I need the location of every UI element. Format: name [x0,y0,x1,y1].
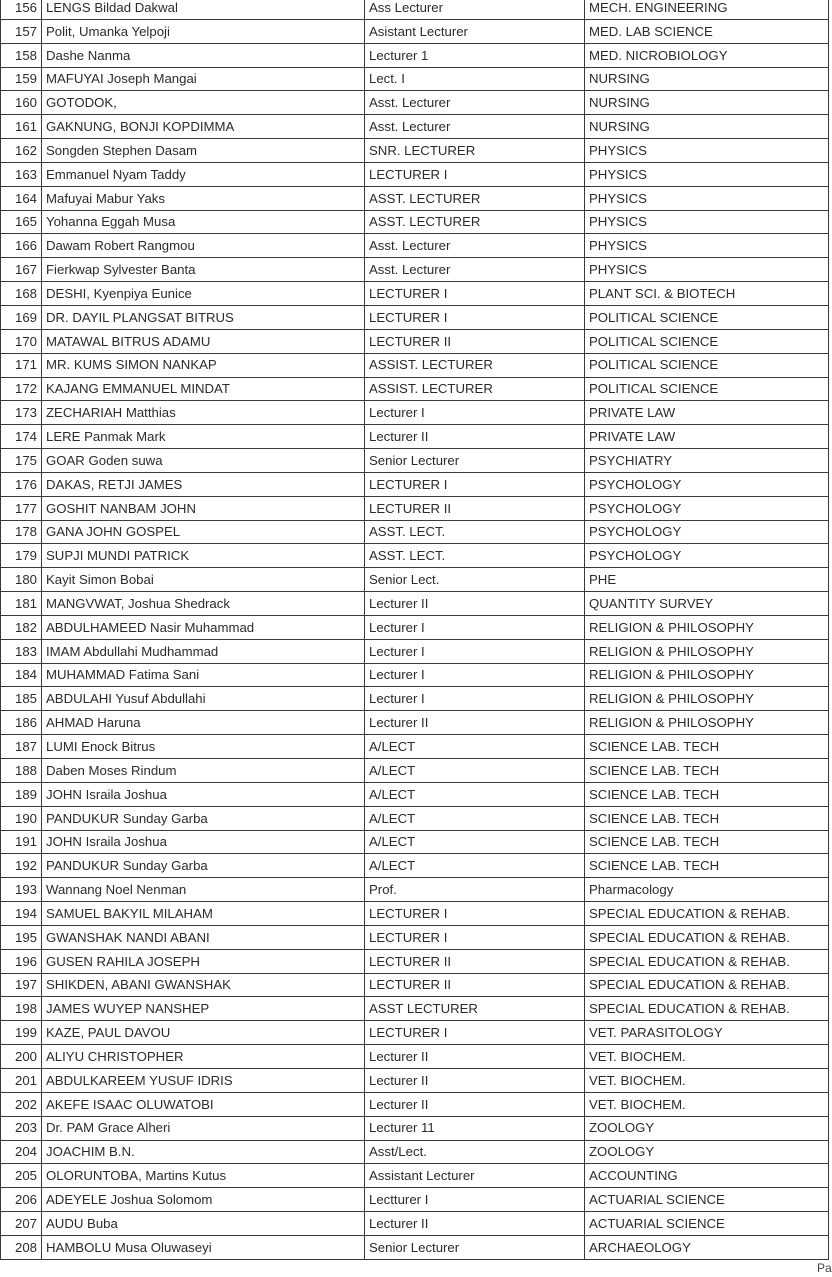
table-row [1,210,829,234]
table-row [1,1068,829,1092]
staff-name: Dr. PAM Grace Alheri [42,1116,365,1140]
row-number: 180 [1,568,42,592]
staff-name: LENGS Bildad Dakwal [42,0,365,19]
row-number: 184 [1,663,42,687]
staff-name: Fierkwap Sylvester Banta [42,258,365,282]
staff-department: PSYCHOLOGY [585,472,829,496]
staff-department: QUANTITY SURVEY [585,592,829,616]
staff-name: GOAR Goden suwa [42,449,365,473]
table-row [1,592,829,616]
staff-name: GUSEN RAHILA JOSEPH [42,949,365,973]
staff-rank: Senior Lecturer [365,1235,585,1259]
staff-rank: Asistant Lecturer [365,19,585,43]
row-number: 208 [1,1235,42,1259]
row-number: 164 [1,186,42,210]
staff-department: SPECIAL EDUCATION & REHAB. [585,949,829,973]
staff-department: Pharmacology [585,878,829,902]
staff-rank: LECTURER I [365,1021,585,1045]
staff-department: PHYSICS [585,162,829,186]
staff-department: SPECIAL EDUCATION & REHAB. [585,997,829,1021]
staff-rank: Lecturer II [365,425,585,449]
staff-name: MR. KUMS SIMON NANKAP [42,353,365,377]
staff-table-body [1,0,829,1259]
staff-department: PRIVATE LAW [585,425,829,449]
staff-department: SCIENCE LAB. TECH [585,806,829,830]
row-number: 182 [1,615,42,639]
staff-rank: Lecturer I [365,663,585,687]
row-number: 187 [1,735,42,759]
staff-department: VET. PARASITOLOGY [585,1021,829,1045]
table-row [1,1116,829,1140]
staff-name: JOACHIM B.N. [42,1140,365,1164]
staff-department: POLITICAL SCIENCE [585,377,829,401]
staff-rank: ASST. LECT. [365,544,585,568]
table-row [1,973,829,997]
staff-department: NURSING [585,67,829,91]
row-number: 204 [1,1140,42,1164]
staff-name: Daben Moses Rindum [42,759,365,783]
staff-rank: Lecturer II [365,1068,585,1092]
row-number: 169 [1,305,42,329]
table-row [1,1045,829,1069]
table-row [1,759,829,783]
table-row [1,925,829,949]
staff-department: RELIGION & PHILOSOPHY [585,639,829,663]
row-number: 172 [1,377,42,401]
table-row [1,1212,829,1236]
staff-department: MED. NICROBIOLOGY [585,43,829,67]
staff-name: PANDUKUR Sunday Garba [42,854,365,878]
staff-rank: Asst. Lecturer [365,115,585,139]
staff-department: PHYSICS [585,234,829,258]
staff-department: SCIENCE LAB. TECH [585,735,829,759]
staff-department: ACTUARIAL SCIENCE [585,1188,829,1212]
staff-department: RELIGION & PHILOSOPHY [585,663,829,687]
staff-department: PSYCHOLOGY [585,544,829,568]
row-number: 193 [1,878,42,902]
staff-name: Mafuyai Mabur Yaks [42,186,365,210]
table-row [1,425,829,449]
staff-department: SPECIAL EDUCATION & REHAB. [585,902,829,926]
table-row [1,162,829,186]
staff-name: AHMAD Haruna [42,711,365,735]
table-row [1,949,829,973]
row-number: 176 [1,472,42,496]
staff-department: PHYSICS [585,210,829,234]
row-number: 203 [1,1116,42,1140]
staff-department: PSYCHOLOGY [585,496,829,520]
staff-department: SCIENCE LAB. TECH [585,830,829,854]
table-row [1,496,829,520]
staff-rank: A/LECT [365,830,585,854]
staff-department: ZOOLOGY [585,1140,829,1164]
row-number: 162 [1,139,42,163]
row-number: 157 [1,19,42,43]
staff-name: ADEYELE Joshua Solomom [42,1188,365,1212]
row-number: 156 [1,0,42,19]
row-number: 166 [1,234,42,258]
staff-rank: LECTURER I [365,162,585,186]
staff-name: GAKNUNG, BONJI KOPDIMMA [42,115,365,139]
table-row [1,1021,829,1045]
table-row [1,472,829,496]
staff-department: VET. BIOCHEM. [585,1045,829,1069]
staff-name: LERE Panmak Mark [42,425,365,449]
table-row [1,997,829,1021]
table-row [1,735,829,759]
staff-name: GOSHIT NANBAM JOHN [42,496,365,520]
row-number: 201 [1,1068,42,1092]
staff-name: GWANSHAK NANDI ABANI [42,925,365,949]
staff-name: Songden Stephen Dasam [42,139,365,163]
staff-rank: ASST. LECT. [365,520,585,544]
staff-name: KAJANG EMMANUEL MINDAT [42,377,365,401]
staff-name: ABDULHAMEED Nasir Muhammad [42,615,365,639]
staff-name: ALIYU CHRISTOPHER [42,1045,365,1069]
row-number: 196 [1,949,42,973]
table-row [1,43,829,67]
staff-department: PHYSICS [585,139,829,163]
staff-name: Dashe Nanma [42,43,365,67]
row-number: 174 [1,425,42,449]
staff-rank: LECTURER II [365,949,585,973]
staff-department: NURSING [585,91,829,115]
staff-department: SCIENCE LAB. TECH [585,759,829,783]
staff-rank: LECTURER I [365,472,585,496]
staff-rank: LECTURER II [365,973,585,997]
table-row [1,1092,829,1116]
staff-department: RELIGION & PHILOSOPHY [585,615,829,639]
staff-department: POLITICAL SCIENCE [585,329,829,353]
staff-department: MED. LAB SCIENCE [585,19,829,43]
row-number: 168 [1,282,42,306]
row-number: 171 [1,353,42,377]
row-number: 200 [1,1045,42,1069]
staff-name: GOTODOK, [42,91,365,115]
row-number: 159 [1,67,42,91]
staff-name: Polit, Umanka Yelpoji [42,19,365,43]
staff-name: ZECHARIAH Matthias [42,401,365,425]
staff-rank: A/LECT [365,735,585,759]
row-number: 178 [1,520,42,544]
row-number: 160 [1,91,42,115]
staff-rank: Lecturer II [365,1092,585,1116]
staff-rank: LECTURER II [365,496,585,520]
staff-rank: Lecturer II [365,1045,585,1069]
row-number: 165 [1,210,42,234]
table-row [1,663,829,687]
staff-rank: A/LECT [365,759,585,783]
row-number: 194 [1,902,42,926]
staff-name: JOHN Israila Joshua [42,782,365,806]
staff-rank: Asst. Lecturer [365,91,585,115]
row-number: 167 [1,258,42,282]
table-row [1,91,829,115]
staff-department: PRIVATE LAW [585,401,829,425]
row-number: 175 [1,449,42,473]
staff-rank: Ass Lecturer [365,0,585,19]
row-number: 170 [1,329,42,353]
staff-department: PSYCHOLOGY [585,520,829,544]
staff-department: PLANT SCI. & BIOTECH [585,282,829,306]
row-number: 158 [1,43,42,67]
staff-name: MATAWAL BITRUS ADAMU [42,329,365,353]
staff-department: SCIENCE LAB. TECH [585,782,829,806]
table-row [1,1235,829,1259]
staff-department: ZOOLOGY [585,1116,829,1140]
table-row [1,329,829,353]
staff-rank: Asst. Lecturer [365,234,585,258]
staff-name: JAMES WUYEP NANSHEP [42,997,365,1021]
staff-rank: LECTURER I [365,305,585,329]
row-number: 205 [1,1164,42,1188]
staff-name: MANGVWAT, Joshua Shedrack [42,592,365,616]
table-row [1,1164,829,1188]
staff-department: NURSING [585,115,829,139]
table-row [1,186,829,210]
staff-department: MECH. ENGINEERING [585,0,829,19]
row-number: 189 [1,782,42,806]
staff-rank: A/LECT [365,806,585,830]
staff-name: HAMBOLU Musa Oluwaseyi [42,1235,365,1259]
row-number: 183 [1,639,42,663]
staff-department: RELIGION & PHILOSOPHY [585,711,829,735]
table-row [1,305,829,329]
row-number: 181 [1,592,42,616]
staff-name: IMAM Abdullahi Mudhammad [42,639,365,663]
table-row [1,615,829,639]
staff-rank: SNR. LECTURER [365,139,585,163]
table-row [1,544,829,568]
row-number: 191 [1,830,42,854]
table-row [1,1188,829,1212]
staff-department: SPECIAL EDUCATION & REHAB. [585,973,829,997]
table-row [1,258,829,282]
staff-name: ABDULAHI Yusuf Abdullahi [42,687,365,711]
staff-name: DAKAS, RETJI JAMES [42,472,365,496]
row-number: 206 [1,1188,42,1212]
table-row [1,687,829,711]
row-number: 179 [1,544,42,568]
table-row [1,568,829,592]
staff-rank: Asst/Lect. [365,1140,585,1164]
row-number: 163 [1,162,42,186]
staff-rank: A/LECT [365,854,585,878]
table-row [1,139,829,163]
table-row [1,806,829,830]
staff-name: SUPJI MUNDI PATRICK [42,544,365,568]
staff-name: Wannang Noel Nenman [42,878,365,902]
row-number: 202 [1,1092,42,1116]
staff-name: Yohanna Eggah Musa [42,210,365,234]
staff-rank: Lecturer II [365,711,585,735]
staff-rank: Senior Lecturer [365,449,585,473]
table-row [1,115,829,139]
row-number: 192 [1,854,42,878]
staff-department: PSYCHIATRY [585,449,829,473]
table-row [1,282,829,306]
staff-rank: Lecturer 11 [365,1116,585,1140]
row-number: 197 [1,973,42,997]
staff-rank: Assistant Lecturer [365,1164,585,1188]
staff-name: SAMUEL BAKYIL MILAHAM [42,902,365,926]
staff-department: POLITICAL SCIENCE [585,353,829,377]
table-row [1,19,829,43]
table-row [1,639,829,663]
staff-rank: Lecturer I [365,615,585,639]
table-row [1,234,829,258]
row-number: 207 [1,1212,42,1236]
row-number: 173 [1,401,42,425]
staff-name: Kayit Simon Bobai [42,568,365,592]
staff-department: VET. BIOCHEM. [585,1068,829,1092]
staff-department: POLITICAL SCIENCE [585,305,829,329]
staff-department: PHE [585,568,829,592]
staff-rank: Prof. [365,878,585,902]
staff-rank: ASST LECTURER [365,997,585,1021]
table-row [1,878,829,902]
table-row [1,0,829,19]
row-number: 186 [1,711,42,735]
staff-department: SCIENCE LAB. TECH [585,854,829,878]
staff-rank: Lecturer I [365,639,585,663]
staff-department: PHYSICS [585,186,829,210]
staff-name: DR. DAYIL PLANGSAT BITRUS [42,305,365,329]
staff-name: Emmanuel Nyam Taddy [42,162,365,186]
table-row [1,782,829,806]
staff-rank: Lecturer I [365,687,585,711]
staff-department: VET. BIOCHEM. [585,1092,829,1116]
staff-name: GANA JOHN GOSPEL [42,520,365,544]
staff-department: RELIGION & PHILOSOPHY [585,687,829,711]
staff-name: DESHI, Kyenpiya Eunice [42,282,365,306]
staff-rank: Lecturer I [365,401,585,425]
staff-rank: LECTURER I [365,902,585,926]
staff-department: SPECIAL EDUCATION & REHAB. [585,925,829,949]
staff-rank: ASST. LECTURER [365,210,585,234]
row-number: 177 [1,496,42,520]
table-row [1,377,829,401]
staff-name: KAZE, PAUL DAVOU [42,1021,365,1045]
staff-name: JOHN Israila Joshua [42,830,365,854]
staff-rank: Lectturer I [365,1188,585,1212]
table-row [1,520,829,544]
staff-rank: ASSIST. LECTURER [365,377,585,401]
staff-name: MUHAMMAD Fatima Sani [42,663,365,687]
staff-name: OLORUNTOBA, Martins Kutus [42,1164,365,1188]
staff-name: ABDULKAREEM YUSUF IDRIS [42,1068,365,1092]
row-number: 161 [1,115,42,139]
staff-name: MAFUYAI Joseph Mangai [42,67,365,91]
table-row [1,353,829,377]
table-row [1,854,829,878]
table-row [1,67,829,91]
staff-rank: ASSIST. LECTURER [365,353,585,377]
row-number: 195 [1,925,42,949]
row-number: 198 [1,997,42,1021]
staff-department: ACCOUNTING [585,1164,829,1188]
row-number: 185 [1,687,42,711]
staff-rank: LECTURER I [365,925,585,949]
table-row [1,830,829,854]
staff-rank: LECTURER II [365,329,585,353]
staff-rank: ASST. LECTURER [365,186,585,210]
staff-name: PANDUKUR Sunday Garba [42,806,365,830]
row-number: 199 [1,1021,42,1045]
row-number: 188 [1,759,42,783]
staff-name: AKEFE ISAAC OLUWATOBI [42,1092,365,1116]
staff-name: AUDU Buba [42,1212,365,1236]
staff-rank: Senior Lect. [365,568,585,592]
staff-department: ARCHAEOLOGY [585,1235,829,1259]
table-row [1,1140,829,1164]
staff-rank: Lecturer II [365,1212,585,1236]
page-label: Pa [817,1261,832,1275]
row-number: 190 [1,806,42,830]
staff-department: ACTUARIAL SCIENCE [585,1212,829,1236]
staff-department: PHYSICS [585,258,829,282]
staff-name: Dawam Robert Rangmou [42,234,365,258]
staff-rank: Lecturer II [365,592,585,616]
staff-name: LUMI Enock Bitrus [42,735,365,759]
staff-name: SHIKDEN, ABANI GWANSHAK [42,973,365,997]
staff-rank: Lect. I [365,67,585,91]
staff-rank: LECTURER I [365,282,585,306]
table-row [1,902,829,926]
table-row [1,401,829,425]
staff-rank: Lecturer 1 [365,43,585,67]
table-row [1,449,829,473]
staff-rank: Asst. Lecturer [365,258,585,282]
table-row [1,711,829,735]
staff-rank: A/LECT [365,782,585,806]
